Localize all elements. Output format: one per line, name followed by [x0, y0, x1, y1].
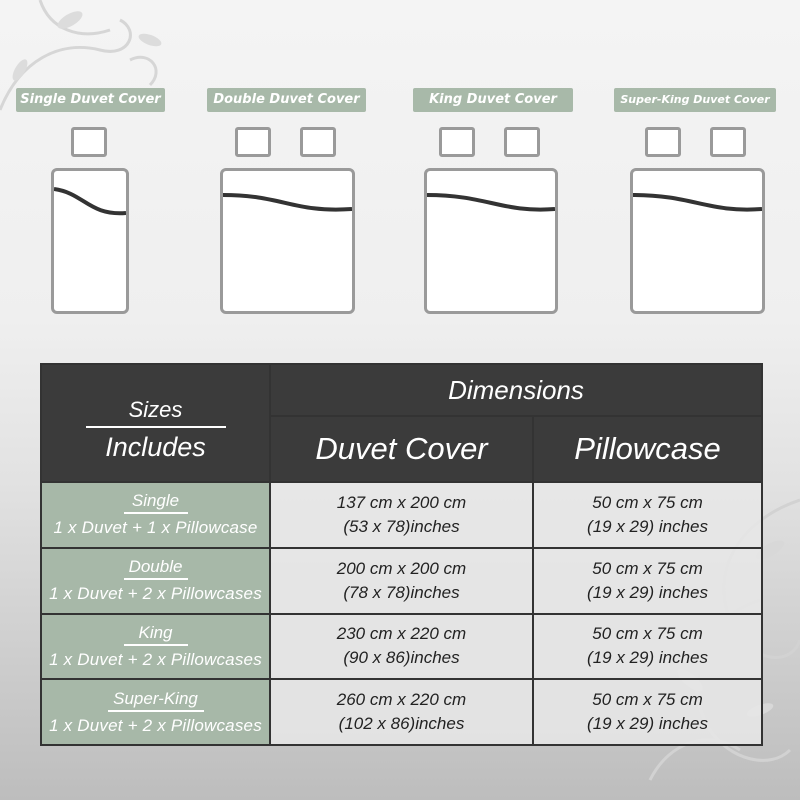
size-includes: 1 x Duvet + 1 x Pillowcase: [53, 518, 258, 538]
pillow-cm: 50 cm x 75 cm: [592, 558, 703, 578]
pillow-dimension-cell: [533, 548, 762, 614]
duvet-cm: 137 cm x 200 cm: [336, 492, 467, 512]
pillow-icon: [504, 127, 540, 157]
double-duvet-label: Double Duvet Cover: [207, 88, 366, 112]
dimensions-heading: Dimensions: [270, 364, 762, 416]
duvet-dimension-cell: [270, 548, 533, 614]
single-duvet-label: Single Duvet Cover: [16, 88, 165, 112]
king-bed-icon: [424, 168, 558, 314]
size-includes: 1 x Duvet + 2 x Pillowcases: [49, 715, 262, 735]
pillow-cm: 50 cm x 75 cm: [592, 492, 703, 512]
pillow-icon: [71, 127, 107, 157]
duvet-inches: (102 x 86)inches: [338, 714, 465, 734]
pillow-inches: (19 x 29) inches: [587, 714, 708, 734]
duvet-dimension-cell: [270, 679, 533, 745]
size-name: Double: [128, 557, 183, 577]
duvet-inches: (53 x 78)inches: [343, 516, 460, 536]
king-duvet-label: King Duvet Cover: [413, 88, 573, 112]
duvet-inches: (78 x 78)inches: [343, 582, 460, 602]
size-cell: [41, 614, 270, 680]
pillow-cm: 50 cm x 75 cm: [592, 624, 703, 644]
pillow-dimension-cell: [533, 482, 762, 548]
pillow-dimension-cell: [533, 614, 762, 680]
duvet-dimension-cell: [270, 482, 533, 548]
size-underline: [124, 578, 188, 580]
header-divider: [86, 426, 226, 428]
duvet-cover-heading: Duvet Cover: [270, 416, 533, 482]
size-underline: [124, 644, 188, 646]
pillow-dimension-cell: [533, 679, 762, 745]
sizes-includes-header: [41, 364, 270, 482]
pillow-inches: (19 x 29) inches: [587, 648, 708, 668]
size-underline: [108, 710, 204, 712]
duvet-dimension-cell: [270, 614, 533, 680]
pillow-icon: [645, 127, 681, 157]
sizes-heading: Sizes: [128, 397, 183, 422]
duvet-cm: 230 cm x 220 cm: [336, 624, 467, 644]
table-row: [41, 614, 762, 680]
pillow-icon: [439, 127, 475, 157]
duvet-cm: 200 cm x 200 cm: [336, 558, 467, 578]
pillow-icon: [710, 127, 746, 157]
size-name: Super-King: [113, 688, 198, 708]
size-cell: [41, 679, 270, 745]
size-underline: [124, 512, 188, 514]
pillow-inches: (19 x 29) inches: [587, 582, 708, 602]
pillow-inches: (19 x 29) inches: [587, 516, 708, 536]
size-includes: 1 x Duvet + 2 x Pillowcases: [49, 649, 262, 669]
size-includes: 1 x Duvet + 2 x Pillowcases: [49, 584, 262, 604]
includes-heading: Includes: [105, 432, 206, 462]
size-cell: [41, 482, 270, 548]
table-row: [41, 548, 762, 614]
duvet-inches: (90 x 86)inches: [343, 648, 460, 668]
pillowcase-heading: Pillowcase: [533, 416, 762, 482]
table-row: [41, 482, 762, 548]
single-bed-icon: [51, 168, 129, 314]
table-row: [41, 679, 762, 745]
duvet-cm: 260 cm x 220 cm: [336, 690, 467, 710]
pillow-cm: 50 cm x 75 cm: [592, 690, 703, 710]
super-king-bed-icon: [630, 168, 765, 314]
pillow-icon: [300, 127, 336, 157]
double-bed-icon: [220, 168, 355, 314]
pillow-icon: [235, 127, 271, 157]
super-king-duvet-label: Super-King Duvet Cover: [614, 88, 776, 112]
size-chart-table: [40, 363, 763, 746]
size-name: King: [138, 622, 173, 642]
size-cell: [41, 548, 270, 614]
size-name: Single: [131, 491, 180, 511]
